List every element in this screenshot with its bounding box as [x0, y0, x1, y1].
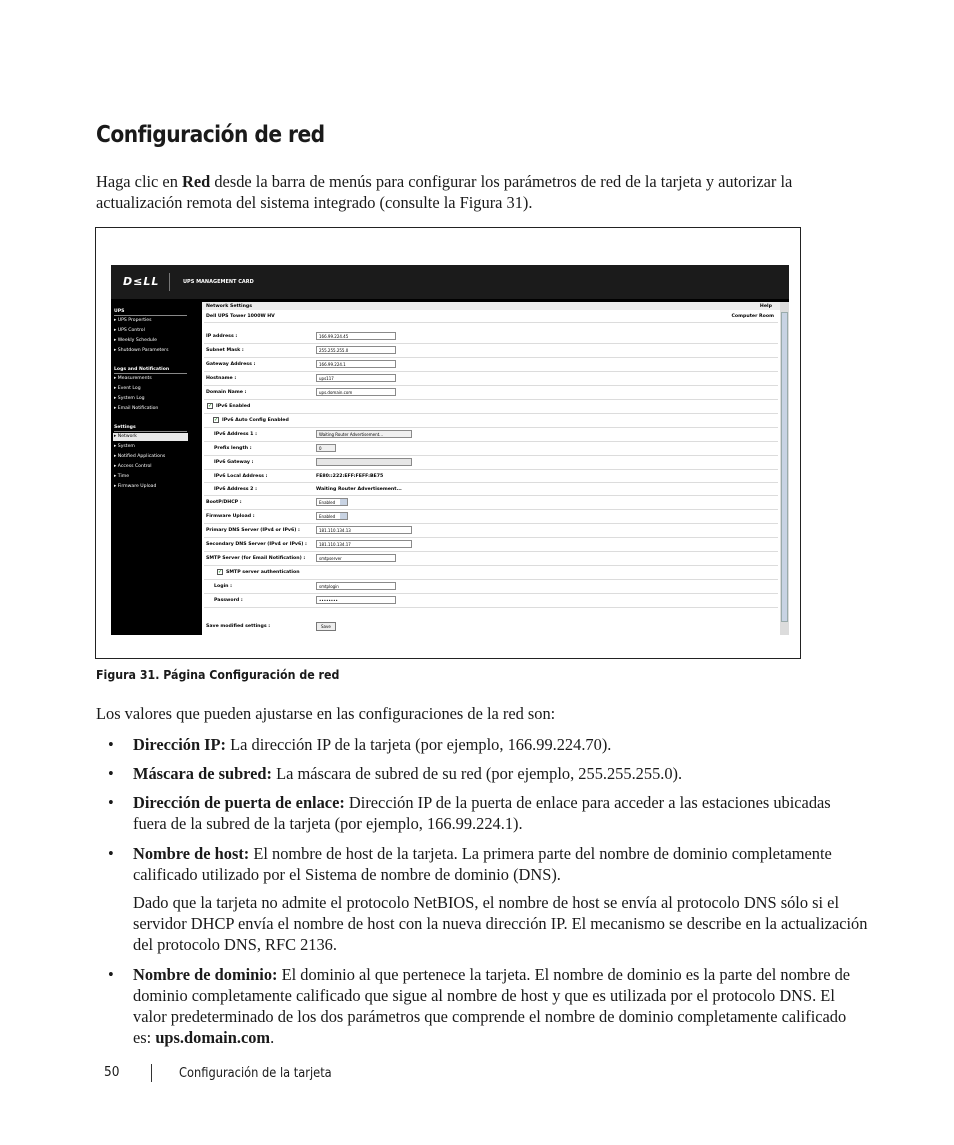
ipv6-enabled-checkbox[interactable]: ✓	[208, 403, 213, 409]
dns1-row	[204, 524, 778, 538]
smtp-row	[204, 552, 778, 566]
intro-paragraph: Haga clic en Red desde la barra de menús para configurar los parámetros de red de la tarjeta y autorizar la actualización remota del sistema integrado (consulte la Figura 31).	[96, 172, 793, 212]
sidebar-divider	[114, 315, 187, 316]
password-input[interactable]: ••••••••	[316, 596, 396, 604]
login-input[interactable]: smtplogin	[316, 582, 396, 590]
prefix-label: Prefix length :	[214, 446, 252, 451]
dns2-row	[204, 538, 778, 552]
domain-input[interactable]: ups.domain.com	[316, 388, 396, 396]
smtp-auth-row	[204, 566, 778, 580]
bullet-subnet-mask: Máscara de subred: La máscara de subred de su red (por ejemplo, 255.255.255.0).	[133, 764, 683, 783]
sidebar-item-system[interactable]: ▸ System	[114, 444, 135, 449]
mask-label: Subnet Mask :	[206, 348, 244, 353]
bootp-row	[204, 496, 778, 510]
panel-header	[202, 302, 780, 310]
hostname-note: Dado que la tarjeta no admite el protocolo NetBIOS, el nombre de host se envía al protocolo DNS sólo si el servidor DHCP envía el nombre de host con la nueva dirección IP. El mecanismo se describe en la actualización del protocolo DNS, RFC 2136.	[133, 893, 868, 954]
ipv6-enabled-row	[204, 400, 778, 414]
hostname-label: Hostname :	[206, 376, 237, 381]
ip-label: IP address :	[206, 334, 238, 339]
ip-address-input[interactable]: 166.99.224.45	[316, 332, 396, 340]
ipv6-address1-input[interactable]: Waiting Router Advertisement...	[316, 430, 412, 438]
bullet-domain: Nombre de dominio: El dominio al que pertenece la tarjeta. El nombre de dominio es la parte del nombre de dominio completamente calificado que sigue al nombre de host y que es utilizada por el protocolo DNS. El valor predeterminado de los dos parámetros que comprende el nombre de dominio completamente calificado es: ups.domain.com.	[133, 965, 851, 1047]
network-settings-panel	[202, 302, 780, 635]
chevron-down-icon	[340, 499, 347, 505]
page-title: Configuración de red	[96, 122, 325, 148]
login-label: Login :	[214, 584, 233, 589]
figure-caption: Figura 31. Página Configuración de red	[96, 668, 340, 682]
bullet-ip-address: Dirección IP: La dirección IP de la tarjeta (por ejemplo, 166.99.224.70).	[133, 735, 612, 754]
prefix-input[interactable]: 0	[316, 444, 336, 452]
ipv6-address1-label: IPv6 Address 1 :	[214, 432, 257, 437]
sidebar-header-ups: UPS	[114, 309, 125, 314]
smtp-input[interactable]: smtpserver	[316, 554, 396, 562]
ipv6-local-value: FE80::222:EFF:FEFF:BE75	[316, 474, 384, 479]
bullet-icon: •	[108, 764, 114, 783]
header-divider	[169, 273, 170, 291]
bullet-gateway: Dirección de puerta de enlace: Dirección IP de la puerta de enlace para acceder a las estaciones ubicadas fuera de la subred de la tarjeta (por ejemplo, 166.99.224.1).	[133, 793, 831, 833]
sidebar-item-weekly-schedule[interactable]: ▸ Weekly Schedule	[114, 338, 157, 343]
smtp-label: SMTP Server (for Email Notification) :	[206, 556, 306, 561]
domain-label: Domain Name :	[206, 390, 247, 395]
sidebar-item-ups-properties[interactable]: ▸ UPS Properties	[114, 318, 152, 323]
panel-scrollbar[interactable]	[780, 302, 789, 635]
ipv6-local-row	[204, 470, 778, 483]
device-row	[204, 310, 778, 323]
subnet-mask-input[interactable]: 255.255.255.0	[316, 346, 396, 354]
footer-divider	[151, 1064, 152, 1082]
save-button[interactable]: Save	[316, 622, 336, 631]
primary-dns-input[interactable]: 181.110.134.13	[316, 526, 412, 534]
scrollbar-thumb[interactable]	[781, 312, 788, 622]
smtp-auth-checkbox[interactable]: ✓	[218, 569, 223, 575]
sidebar-item-access-control[interactable]: ▸ Access Control	[114, 464, 152, 469]
ipv6-auto-row	[204, 414, 778, 428]
gateway-row	[204, 358, 778, 372]
bullet-icon: •	[108, 965, 114, 984]
smtp-auth-label: SMTP server authentication	[226, 570, 300, 575]
sidebar-item-shutdown-parameters[interactable]: ▸ Shutdown Parameters	[114, 348, 169, 353]
sidebar-item-network[interactable]: ▸ Network	[113, 433, 188, 441]
login-row	[204, 580, 778, 594]
ip-row	[204, 330, 778, 344]
sidebar-item-notified-applications[interactable]: ▸ Notified Applications	[114, 454, 166, 459]
ipv6-address2-row	[204, 483, 778, 496]
app-header	[111, 265, 789, 299]
domain-row	[204, 386, 778, 400]
hostname-row	[204, 372, 778, 386]
password-label: Password :	[214, 598, 243, 603]
figure-31	[95, 227, 801, 659]
sidebar-item-event-log[interactable]: ▸ Event Log	[114, 386, 141, 391]
bullet-icon: •	[108, 844, 114, 863]
firmware-row	[204, 510, 778, 524]
sidebar-header-logs: Logs and Notification	[114, 367, 170, 372]
save-row	[204, 620, 778, 633]
prefix-row	[204, 442, 778, 456]
firmware-select[interactable]: Enabled	[316, 512, 348, 520]
ipv6-auto-checkbox[interactable]: ✓	[214, 417, 219, 423]
ipv6-gateway-input[interactable]	[316, 458, 412, 466]
ipv6-auto-label: IPv6 Auto Config Enabled	[222, 418, 289, 423]
ipv6-address2-label: IPv6 Address 2 :	[214, 487, 257, 492]
mask-row	[204, 344, 778, 358]
footer-section: Configuración de la tarjeta	[179, 1066, 332, 1081]
ipv6-address2-value: Waiting Router Advertisement...	[316, 487, 402, 492]
sidebar-item-measurements[interactable]: ▸ Measurements	[114, 376, 152, 381]
dell-logo: D≤LL	[123, 275, 160, 288]
bullet-icon: •	[108, 793, 114, 812]
sidebar-item-system-log[interactable]: ▸ System Log	[114, 396, 145, 401]
bullet-hostname: Nombre de host: El nombre de host de la tarjeta. La primera parte del nombre de dominio completamente calificado utilizado por el Sistema de nombre de dominio (DNS).	[133, 844, 832, 884]
ups-card-screenshot	[111, 265, 789, 635]
device-location: Computer Room	[731, 314, 774, 319]
sidebar-item-email-notification[interactable]: ▸ Email Notification	[114, 406, 159, 411]
ipv6-gateway-label: IPv6 Gateway :	[214, 460, 254, 465]
gateway-input[interactable]: 166.99.224.1	[316, 360, 396, 368]
firmware-label: Firmware Upload :	[206, 514, 255, 519]
sidebar-divider	[114, 431, 187, 432]
device-name: Dell UPS Tower 1000W HV	[206, 314, 275, 319]
app-title: UPS MANAGEMENT CARD	[183, 279, 254, 285]
values-intro: Los valores que pueden ajustarse en las configuraciones de la red son:	[96, 704, 556, 723]
save-label: Save modified settings :	[206, 624, 271, 629]
hostname-input[interactable]: ups117	[316, 374, 396, 382]
ipv6-gateway-row	[204, 456, 778, 470]
dns1-label: Primary DNS Server (IPv4 or IPv6) :	[206, 528, 300, 533]
sidebar-item-firmware-upload[interactable]: ▸ Firmware Upload	[114, 484, 157, 489]
secondary-dns-input[interactable]: 181.110.134.17	[316, 540, 412, 548]
ipv6-enabled-label: IPv6 Enabled	[216, 404, 251, 409]
sidebar-header-settings: Settings	[114, 425, 136, 430]
ipv6-local-label: IPv6 Local Address :	[214, 474, 268, 479]
sidebar	[111, 299, 201, 635]
bootp-label: BootP/DHCP :	[206, 500, 242, 505]
help-link[interactable]: Help	[759, 304, 772, 309]
ipv6-address1-row	[204, 428, 778, 442]
page-number: 50	[104, 1064, 120, 1080]
sidebar-item-time[interactable]: ▸ Time	[114, 474, 130, 479]
dns2-label: Secondary DNS Server (IPv4 or IPv6) :	[206, 542, 307, 547]
sidebar-divider	[114, 373, 187, 374]
chevron-down-icon	[340, 513, 347, 519]
gateway-label: Gateway Address :	[206, 362, 256, 367]
bootp-select[interactable]: Enabled	[316, 498, 348, 506]
sidebar-item-ups-control[interactable]: ▸ UPS Control	[114, 328, 145, 333]
panel-title: Network Settings	[206, 304, 253, 309]
password-row	[204, 594, 778, 608]
bullet-icon: •	[108, 735, 114, 754]
